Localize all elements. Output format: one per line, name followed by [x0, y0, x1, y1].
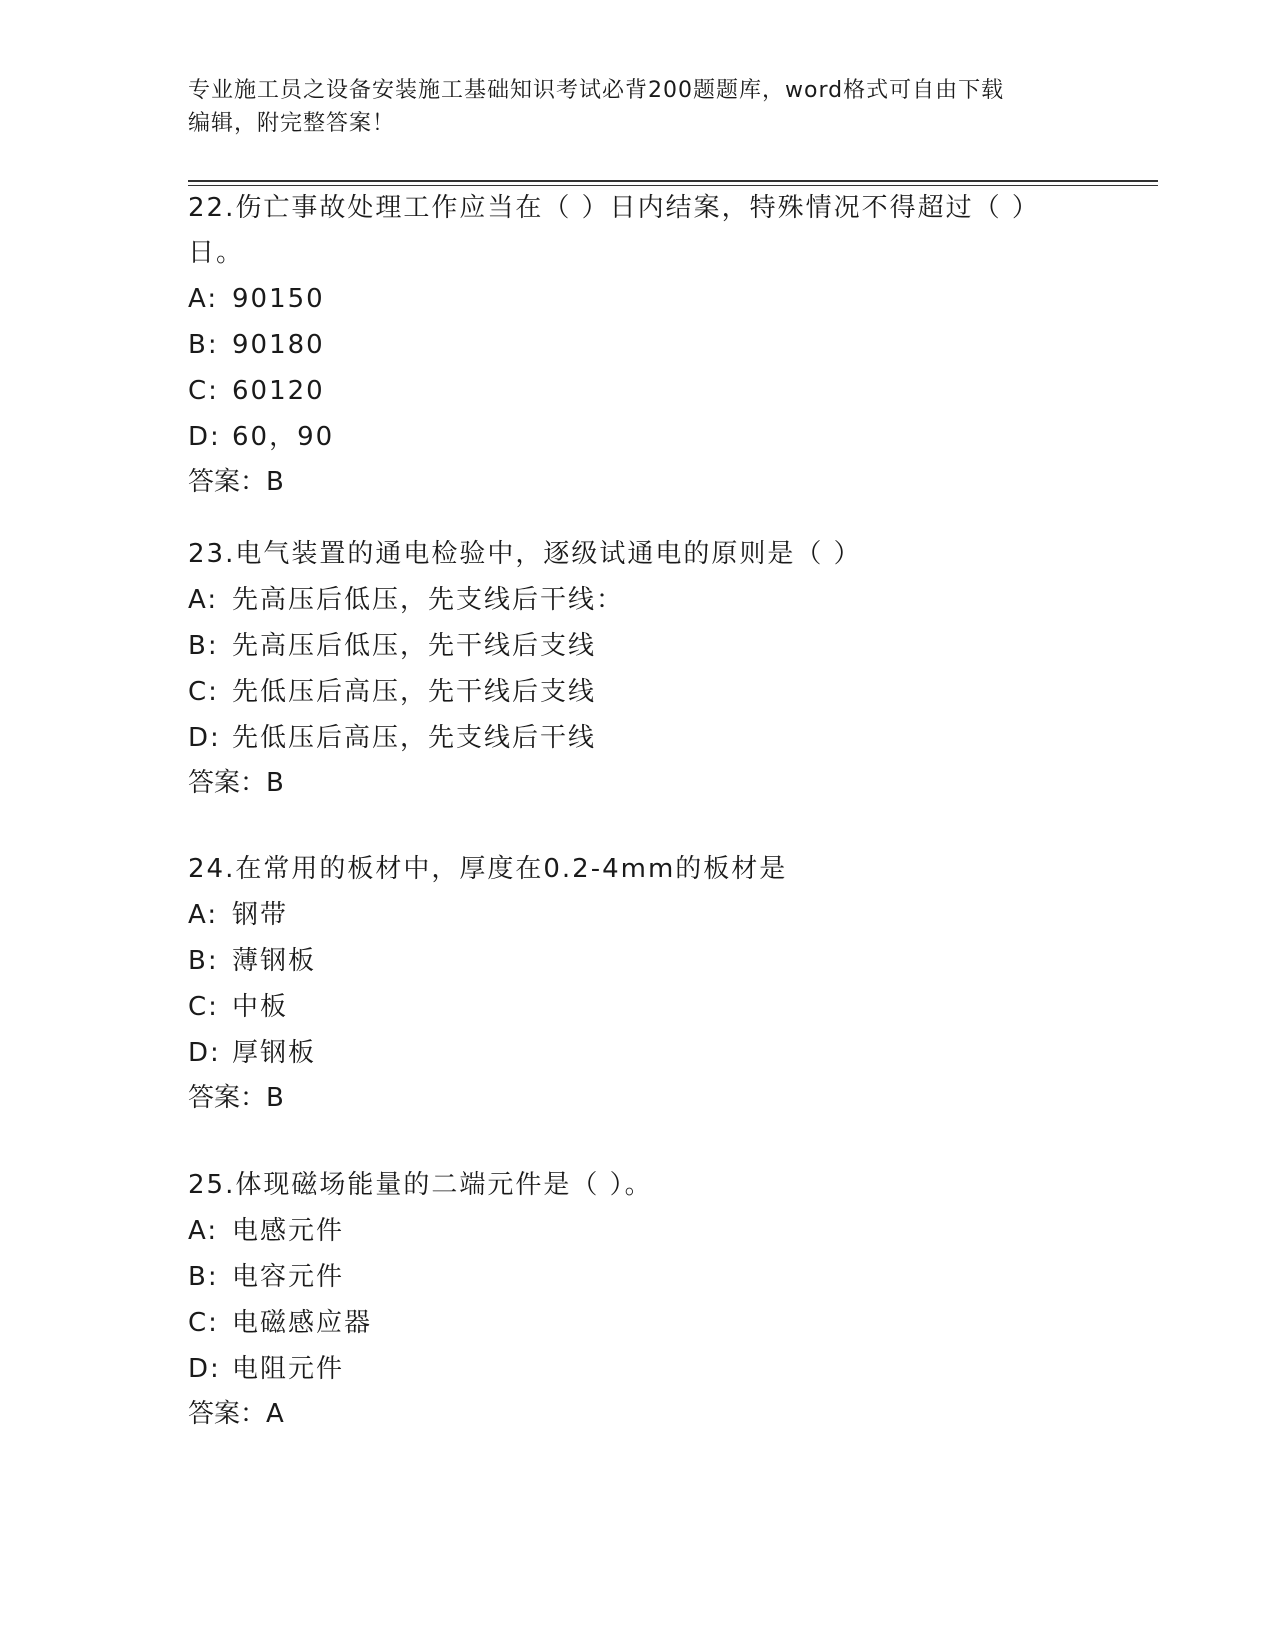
option-letter: C: — [188, 677, 219, 707]
option-text: 先高压后低压，先干线后支线 — [232, 631, 597, 661]
option-text: 电磁感应器 — [232, 1308, 373, 1338]
header-line-2: 编辑，附完整答案！ — [188, 111, 396, 136]
option-letter: B: — [188, 946, 219, 976]
option-letter: D: — [188, 1354, 221, 1384]
option-b — [188, 1254, 1088, 1300]
answer: 答案：B — [188, 1083, 284, 1113]
option-text: 90180 — [232, 330, 325, 360]
question-stem — [188, 532, 1088, 577]
question-24 — [188, 847, 1088, 1120]
option-letter: B: — [188, 330, 219, 360]
option-text: 60，90 — [232, 422, 335, 452]
option-text: 先低压后高压，先干线后支线 — [232, 677, 597, 707]
option-b — [188, 623, 1088, 669]
option-a — [188, 577, 1088, 623]
option-c — [188, 1300, 1088, 1346]
question-stem-line-1: 23.电气装置的通电检验中，逐级试通电的原则是（ ） — [188, 539, 862, 569]
option-letter: C: — [188, 376, 219, 406]
option-text: 先高压后低压，先支线后干线： — [232, 585, 625, 615]
option-text: 薄钢板 — [232, 946, 317, 976]
option-text: 电容元件 — [232, 1262, 345, 1292]
question-stem-line-1: 22.伤亡事故处理工作应当在（ ）日内结案，特殊情况不得超过（ ） — [188, 193, 1040, 223]
option-a — [188, 276, 1088, 322]
option-letter: A: — [188, 284, 219, 314]
answer: 答案：A — [188, 1399, 284, 1429]
option-d — [188, 1346, 1088, 1392]
option-letter: C: — [188, 1308, 219, 1338]
option-text: 电阻元件 — [232, 1354, 345, 1384]
question-stem-line-2: 日。 — [188, 238, 245, 268]
header-divider-thick — [188, 180, 1158, 182]
option-letter: D: — [188, 723, 221, 753]
document-header — [188, 74, 1088, 140]
question-stem — [188, 847, 1088, 892]
answer: 答案：B — [188, 467, 284, 497]
question-25 — [188, 1163, 1088, 1436]
option-text: 钢带 — [232, 900, 289, 930]
option-letter: A: — [188, 900, 219, 930]
option-b — [188, 938, 1088, 984]
option-d — [188, 414, 1088, 460]
answer: 答案：B — [188, 768, 284, 798]
option-c — [188, 368, 1088, 414]
option-letter: A: — [188, 1216, 219, 1246]
option-d — [188, 715, 1088, 761]
option-a — [188, 892, 1088, 938]
option-letter: C: — [188, 992, 219, 1022]
question-stem — [188, 1163, 1088, 1208]
option-text: 中板 — [232, 992, 289, 1022]
option-c — [188, 669, 1088, 715]
option-letter: B: — [188, 631, 219, 661]
option-text: 电感元件 — [232, 1216, 345, 1246]
question-23 — [188, 532, 1088, 805]
option-letter: D: — [188, 422, 221, 452]
question-22 — [188, 186, 1088, 504]
question-stem-line-1: 25.体现磁场能量的二端元件是（ ）。 — [188, 1170, 653, 1200]
option-letter: A: — [188, 585, 219, 615]
question-stem-line-1: 24.在常用的板材中，厚度在0.2-4mm的板材是 — [188, 854, 788, 884]
option-text: 先低压后高压，先支线后干线 — [232, 723, 597, 753]
option-text: 60120 — [232, 376, 325, 406]
option-c — [188, 984, 1088, 1030]
option-letter: D: — [188, 1038, 221, 1068]
option-a — [188, 1208, 1088, 1254]
option-text: 厚钢板 — [232, 1038, 317, 1068]
header-line-1: 专业施工员之设备安装施工基础知识考试必背200题题库，word格式可自由下载 — [188, 78, 1005, 103]
option-text: 90150 — [232, 284, 325, 314]
option-b — [188, 322, 1088, 368]
option-letter: B: — [188, 1262, 219, 1292]
option-d — [188, 1030, 1088, 1076]
question-stem — [188, 186, 1088, 276]
